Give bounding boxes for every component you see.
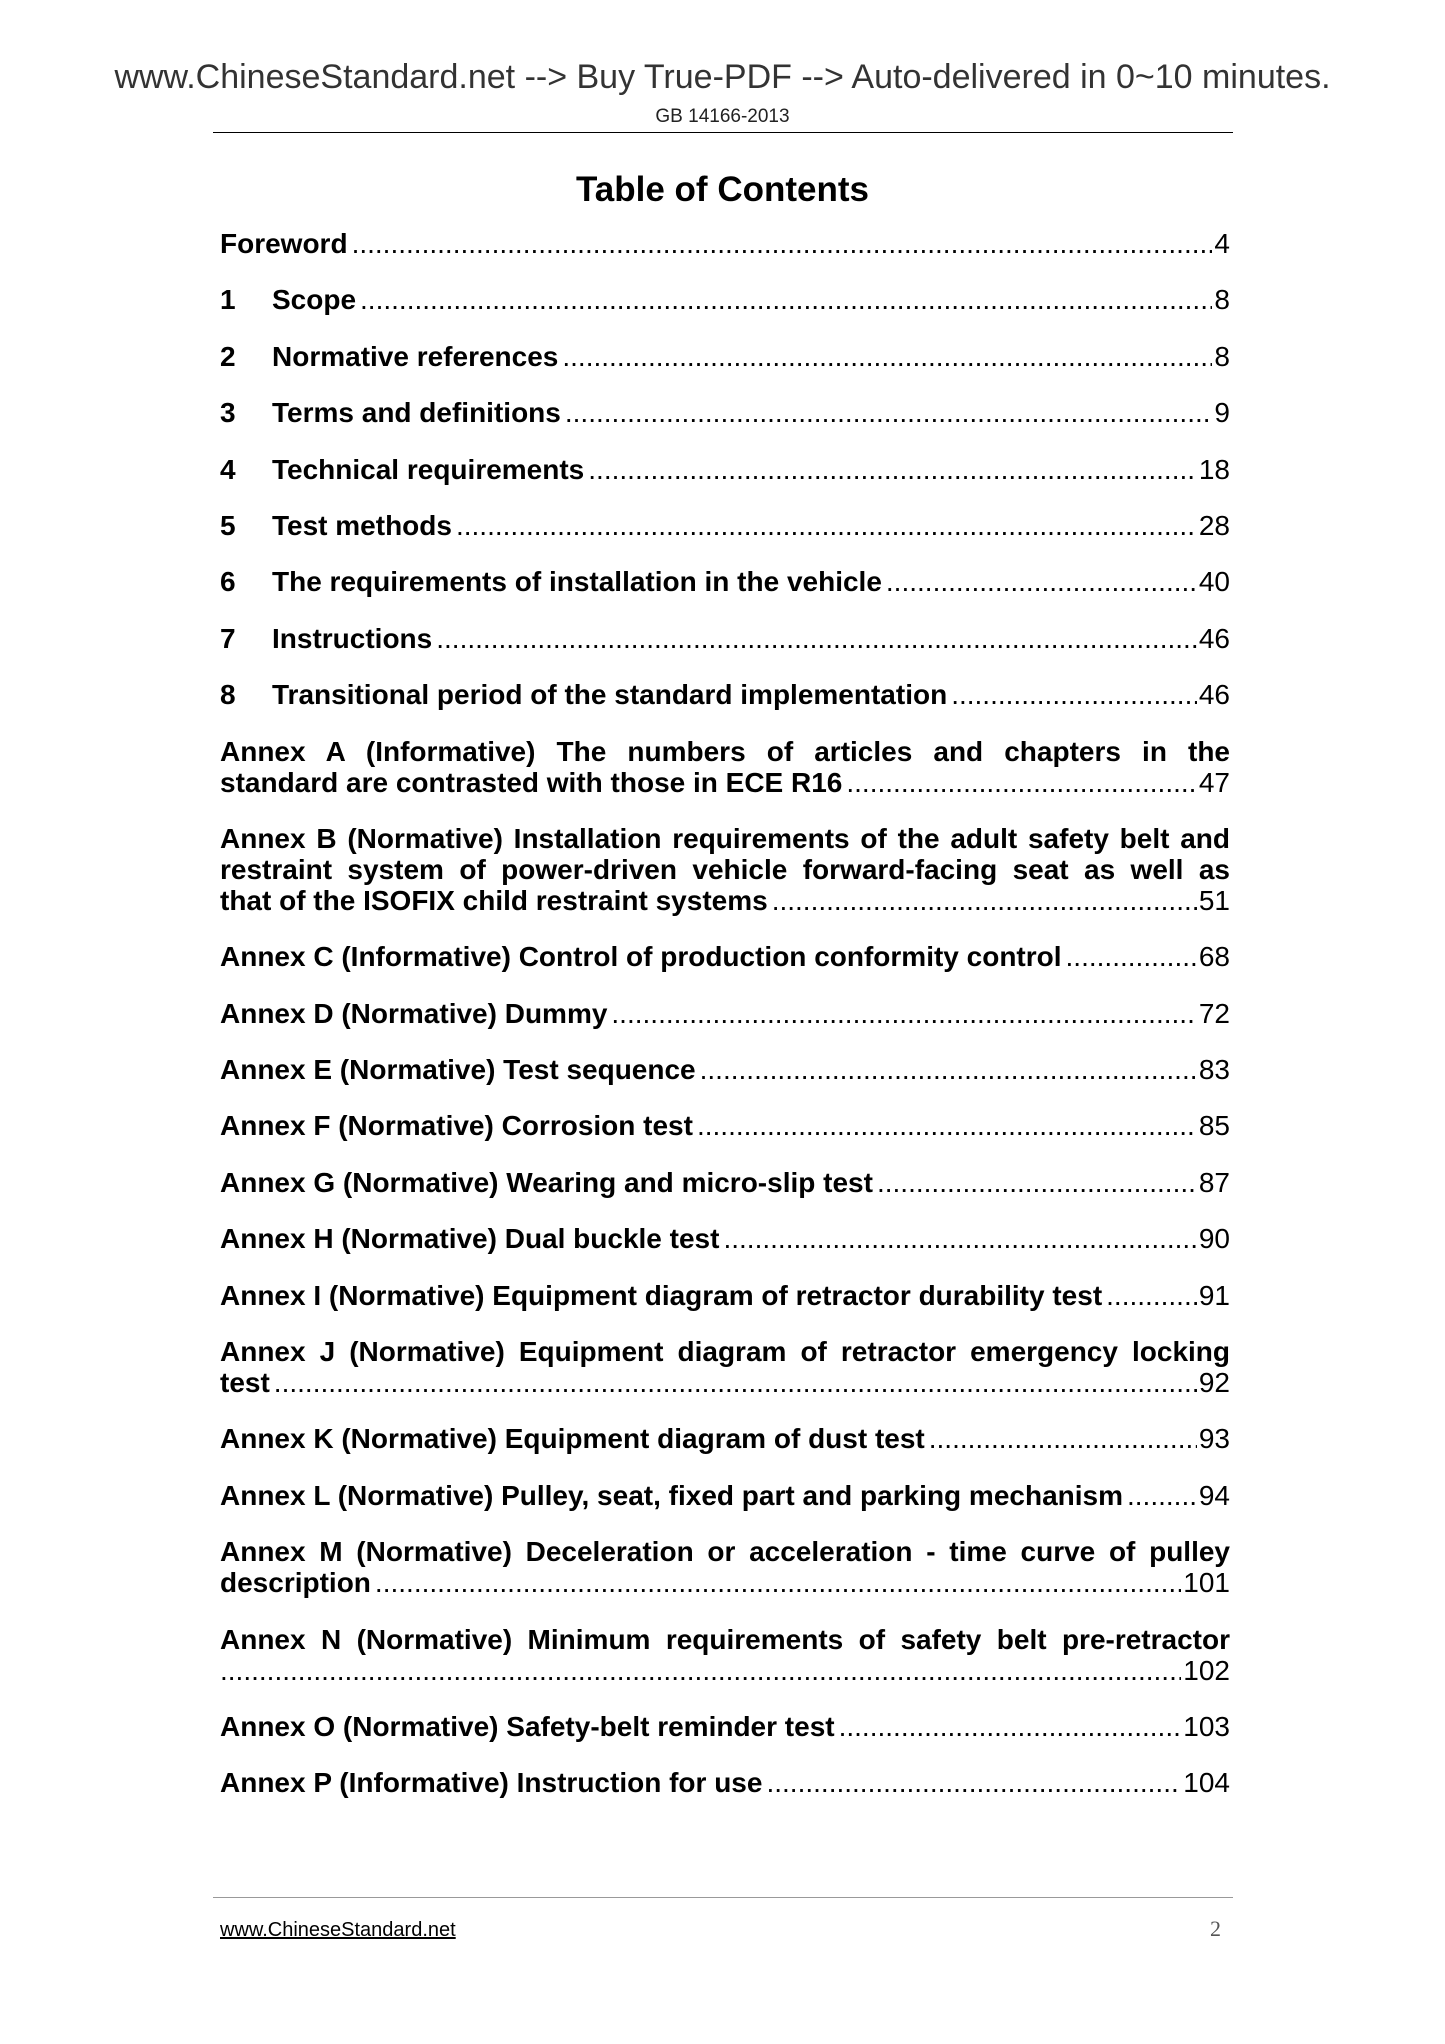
toc-entry-number: 8 xyxy=(220,679,236,711)
toc-entry-label: Test methods xyxy=(272,509,452,541)
toc-entry-instructions[interactable] xyxy=(220,623,1230,654)
toc-entry-page: 83 xyxy=(1198,1054,1230,1086)
leader-dots xyxy=(951,679,1197,710)
toc-entry-annex-c[interactable] xyxy=(220,941,1230,972)
toc-entry-installation-requirements[interactable] xyxy=(220,566,1230,597)
toc-entry-annex-i[interactable] xyxy=(220,1280,1230,1311)
toc-entry-label: Annex O (Normative) Safety-belt reminder test xyxy=(220,1710,835,1742)
toc-entry-page: 104 xyxy=(1183,1767,1230,1799)
toc-entry-number: 2 xyxy=(220,340,236,372)
leader-dots xyxy=(1066,941,1197,972)
toc-entry-page: 46 xyxy=(1198,622,1230,654)
toc-entry-number: 6 xyxy=(220,566,236,598)
toc-entry-foreword[interactable] xyxy=(220,228,1230,259)
toc-entry-label: Foreword xyxy=(220,228,348,259)
leader-dots xyxy=(565,397,1213,428)
toc-entry-annex-e[interactable] xyxy=(220,1054,1230,1085)
footer-divider xyxy=(213,1897,1233,1898)
toc-entry-annex-b[interactable] xyxy=(220,823,1230,916)
toc-entry-label: Annex C (Informative) Control of production conformity control xyxy=(220,941,1062,973)
leader-dots xyxy=(723,1223,1196,1254)
toc-entry-transitional-period[interactable] xyxy=(220,679,1230,710)
leader-dots xyxy=(1106,1280,1197,1311)
page-title: Table of Contents xyxy=(576,170,869,209)
header-divider xyxy=(213,132,1233,133)
leader-dots xyxy=(588,454,1197,485)
toc-entry-label-line: Annex J (Normative) Equipment diagram of retractor emergency locking xyxy=(220,1336,1230,1368)
toc-entry-terms-definitions[interactable] xyxy=(220,397,1230,428)
toc-entry-annex-j[interactable] xyxy=(220,1336,1230,1398)
toc-entry-label: Annex K (Normative) Equipment diagram of dust test xyxy=(220,1423,925,1455)
footer-website-link[interactable]: www.ChineseStandard.net xyxy=(220,1919,456,1941)
header-banner: www.ChineseStandard.net --> Buy True-PDF --> Auto-delivered in 0~10 minutes. xyxy=(114,58,1331,96)
toc-entry-annex-k[interactable] xyxy=(220,1423,1230,1454)
toc-entry-label: Annex G (Normative) Wearing and micro-slip test xyxy=(220,1166,873,1198)
leader-dots xyxy=(456,510,1197,541)
toc-entry-label: Scope xyxy=(272,284,357,316)
toc-entry-label: Annex L (Normative) Pulley, seat, fixed part and parking mechanism xyxy=(220,1479,1123,1511)
toc-entry-normative-references[interactable] xyxy=(220,341,1230,372)
toc-entry-page: 47 xyxy=(1198,766,1230,798)
toc-entry-page: 8 xyxy=(1214,284,1230,316)
toc-entry-number: 4 xyxy=(220,453,236,485)
toc-entry-technical-requirements[interactable] xyxy=(220,454,1230,485)
toc-entry-page: 101 xyxy=(1183,1567,1230,1599)
toc-entry-page: 92 xyxy=(1198,1367,1230,1399)
toc-entry-page: 90 xyxy=(1198,1223,1230,1255)
toc-entry-page: 87 xyxy=(1198,1166,1230,1198)
toc-entry-label: Terms and definitions xyxy=(272,397,561,429)
toc-entry-page: 28 xyxy=(1198,509,1230,541)
toc-entry-label: Annex D (Normative) Dummy xyxy=(220,997,608,1029)
toc-entry-page: 9 xyxy=(1214,397,1230,429)
toc-entry-label-line: Annex N (Normative) Minimum requirements of safety belt pre-retractor xyxy=(220,1623,1230,1655)
toc-entry-number: 1 xyxy=(220,284,236,316)
toc-entry-test-methods[interactable] xyxy=(220,510,1230,541)
toc-entry-page: 85 xyxy=(1198,1110,1230,1142)
toc-entry-annex-m[interactable] xyxy=(220,1536,1230,1598)
toc-entry-page: 94 xyxy=(1198,1479,1230,1511)
leader-dots xyxy=(839,1711,1182,1742)
toc-entry-number: 3 xyxy=(220,397,236,429)
toc-entry-page: 46 xyxy=(1198,679,1230,711)
toc-entry-page: 102 xyxy=(1183,1654,1230,1686)
toc-entry-label: Annex H (Normative) Dual buckle test xyxy=(220,1223,720,1255)
leader-dots xyxy=(846,767,1196,798)
toc-entry-number: 5 xyxy=(220,509,236,541)
toc-entry-label: Annex F (Normative) Corrosion test xyxy=(220,1110,693,1142)
toc-entry-label: Annex I (Normative) Equipment diagram of retractor durability test xyxy=(220,1279,1103,1311)
toc-entry-page: 4 xyxy=(1214,228,1230,259)
toc-entry-label-line: Annex B (Normative) Installation requirements of the adult safety belt and xyxy=(220,822,1230,854)
toc-entry-label: Transitional period of the standard implementation xyxy=(272,679,948,711)
toc-entry-annex-n[interactable] xyxy=(220,1624,1230,1686)
toc-entry-annex-p[interactable] xyxy=(220,1767,1230,1798)
toc-entry-label-line: description xyxy=(220,1567,371,1599)
leader-dots xyxy=(360,284,1212,315)
toc-entry-label: The requirements of installation in the vehicle xyxy=(272,566,882,598)
leader-dots xyxy=(274,1367,1197,1398)
toc-entry-label: Annex E (Normative) Test sequence xyxy=(220,1054,696,1086)
toc-entry-annex-o[interactable] xyxy=(220,1711,1230,1742)
toc-entry-page: 91 xyxy=(1198,1279,1230,1311)
toc-entry-label-line: that of the ISOFIX child restraint systems xyxy=(220,884,768,916)
toc-entry-label: Technical requirements xyxy=(272,453,585,485)
leader-dots xyxy=(352,228,1213,259)
leader-dots xyxy=(886,566,1197,597)
toc-entry-number: 7 xyxy=(220,622,236,654)
leader-dots xyxy=(877,1167,1197,1198)
toc-entry-annex-a[interactable] xyxy=(220,736,1230,798)
leader-dots xyxy=(772,885,1197,916)
leader-dots xyxy=(375,1567,1181,1598)
leader-dots xyxy=(929,1423,1197,1454)
toc-entry-page: 51 xyxy=(1198,884,1230,916)
toc-entry-label-line: Annex M (Normative) Deceleration or acceleration - time curve of pulley xyxy=(220,1536,1230,1568)
leader-dots xyxy=(697,1110,1197,1141)
toc-entry-label-line: test xyxy=(220,1367,270,1399)
leader-dots xyxy=(436,623,1197,654)
toc-entry-label: Annex P (Informative) Instruction for use xyxy=(220,1767,763,1799)
toc-entry-annex-f[interactable] xyxy=(220,1110,1230,1141)
document-number: GB 14166-2013 xyxy=(655,106,790,127)
toc-entry-annex-g[interactable] xyxy=(220,1167,1230,1198)
leader-dots xyxy=(562,341,1212,372)
toc-entry-scope[interactable] xyxy=(220,284,1230,315)
toc-entry-page: 40 xyxy=(1198,566,1230,598)
toc-entry-label-line: standard are contrasted with those in ECE R16 xyxy=(220,766,843,798)
toc-entry-page: 18 xyxy=(1198,453,1230,485)
toc-entry-annex-l[interactable] xyxy=(220,1480,1230,1511)
toc-entry-label: Instructions xyxy=(272,622,433,654)
toc-entry-label-line: restraint system of power-driven vehicle forward-facing seat as well as xyxy=(220,853,1230,885)
toc-entry-page: 72 xyxy=(1198,997,1230,1029)
toc-entry-page: 8 xyxy=(1214,340,1230,372)
leader-dots xyxy=(766,1767,1181,1798)
toc-entry-label-line: Annex A (Informative) The numbers of articles and chapters in the xyxy=(220,735,1230,767)
table-of-contents xyxy=(220,228,1230,1824)
toc-entry-page: 93 xyxy=(1198,1423,1230,1455)
leader-dots xyxy=(1127,1480,1197,1511)
toc-entry-page: 103 xyxy=(1183,1710,1230,1742)
page-number: 2 xyxy=(1210,1916,1221,1941)
toc-entry-label: Normative references xyxy=(272,340,559,372)
toc-entry-annex-d[interactable] xyxy=(220,998,1230,1029)
leader-dots xyxy=(700,1054,1197,1085)
leader-dots xyxy=(611,998,1196,1029)
toc-entry-annex-h[interactable] xyxy=(220,1223,1230,1254)
toc-entry-page: 68 xyxy=(1198,941,1230,973)
leader-dots xyxy=(220,1655,1181,1686)
